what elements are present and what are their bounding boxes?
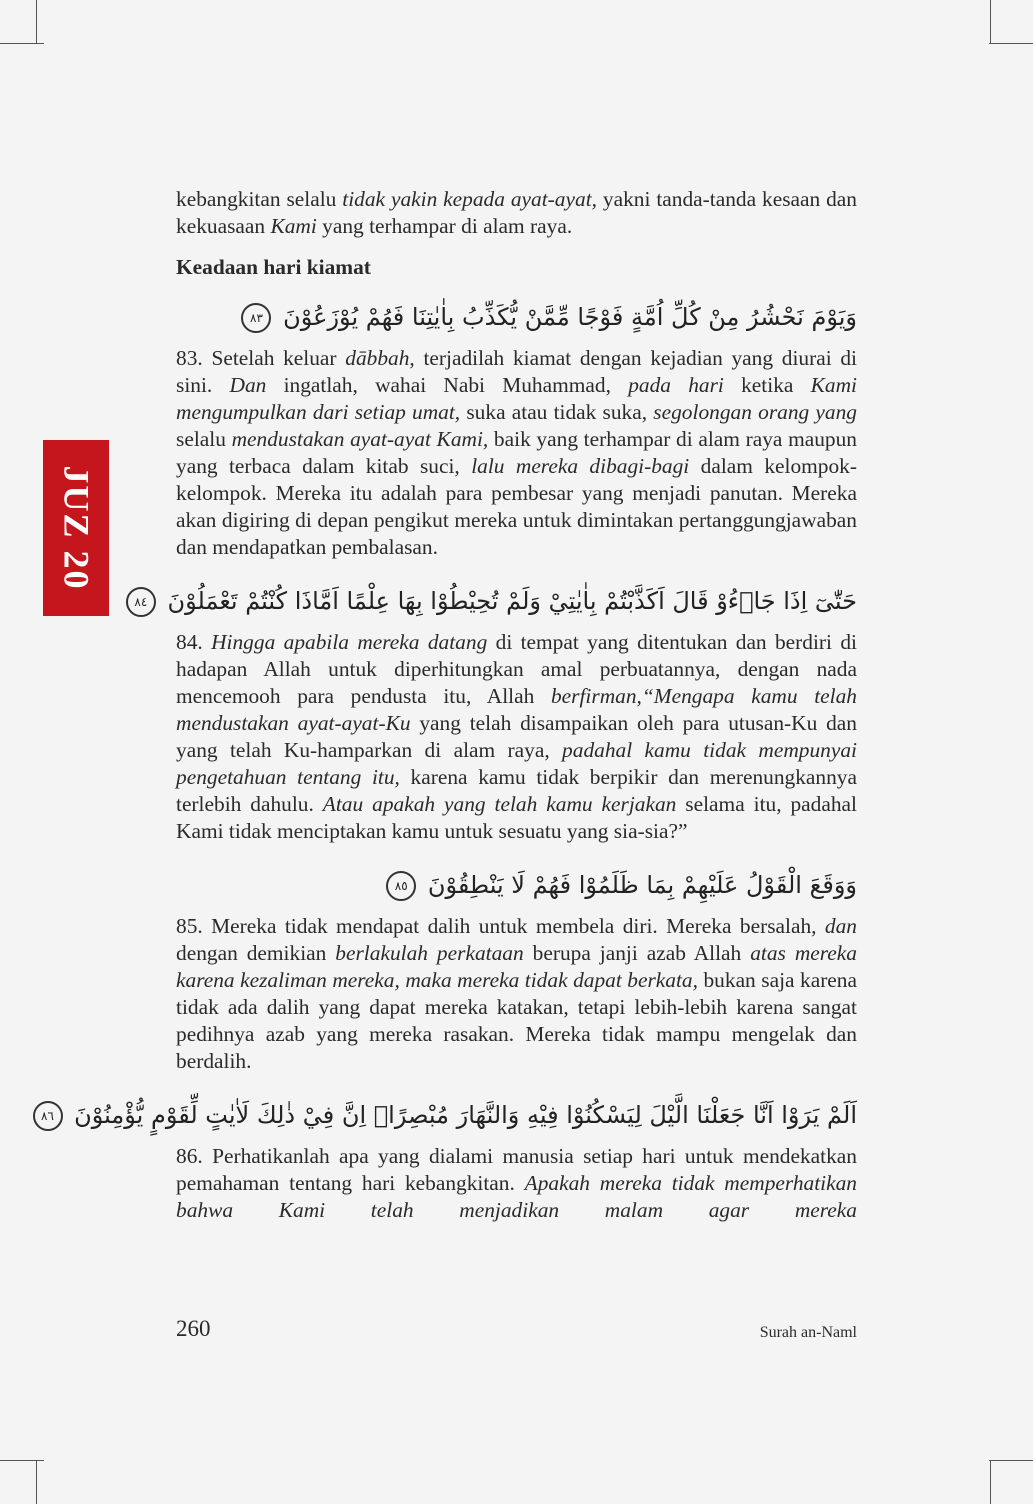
intro-paragraph bbox=[176, 186, 857, 240]
juz-side-tab bbox=[43, 440, 109, 616]
page-footer bbox=[176, 1316, 857, 1350]
crop-mark bbox=[989, 1460, 1033, 1461]
italic-run: Apakah mereka tidak memperhatikan bahwa Kami telah menjadikan malam agar mereka bbox=[176, 1171, 857, 1222]
text-run: selalu bbox=[176, 427, 232, 451]
verse-83-arabic: وَيَوْمَ نَحْشُرُ مِنْ كُلِّ اُمَّةٍ فَوْجًا مِّمَّنْ يُّكَذِّبُ بِاٰيٰتِنَا فَهُمْ يُوْزَعُوْنَ ٨٣ bbox=[176, 297, 857, 341]
page-number: 260 bbox=[176, 1316, 211, 1341]
ayah-number-icon: ٨٦ bbox=[33, 1101, 63, 1131]
italic-run: segolongan orang yang bbox=[653, 400, 857, 424]
verse-86-commentary bbox=[176, 1143, 857, 1224]
section-heading: Keadaan hari kiamat bbox=[176, 255, 371, 279]
italic-run: dan bbox=[824, 914, 857, 938]
verse-86-arabic: اَلَمْ يَرَوْا اَنَّا جَعَلْنَا الَّيْلَ لِيَسْكُنُوْا فِيْهِ وَالنَّهَارَ مُبْصِرًاۗ اِنَّ فِيْ ذٰلِكَ لَاٰيٰتٍ لِّقَوْمٍ يُّؤْمِنُوْنَ ٨٦ bbox=[176, 1095, 857, 1139]
italic-run: berlakulah perkataan bbox=[335, 941, 524, 965]
text-run: yakni tanda-tanda kesaan dan kekuasaan bbox=[176, 187, 857, 238]
verse-85-arabic: وَوَقَعَ الْقَوْلُ عَلَيْهِمْ بِمَا ظَلَمُوْا فَهُمْ لَا يَنْطِقُوْنَ ٨٥ bbox=[176, 865, 857, 909]
running-footer-surah: Surah an-Naml bbox=[759, 1324, 857, 1341]
crop-mark bbox=[36, 0, 37, 44]
juz-label: JUZ 20 bbox=[56, 465, 97, 591]
verse-84-commentary bbox=[176, 629, 857, 845]
ayah-number-icon: ٨٥ bbox=[386, 871, 416, 901]
italic-run: Kami bbox=[270, 214, 317, 238]
crop-mark bbox=[0, 43, 44, 44]
italic-run: lalu mereka dibagi-bagi bbox=[471, 454, 690, 478]
text-run: 85. Mereka tidak mendapat dalih untuk membela diri. Mereka bersalah, bbox=[176, 914, 825, 938]
ayah-number-icon: ٨٣ bbox=[241, 303, 271, 333]
text-run: suka atau tidak suka, bbox=[460, 400, 654, 424]
text-run: kebangkitan selalu bbox=[176, 187, 343, 211]
italic-run: pada hari bbox=[628, 373, 724, 397]
text-run: dalam kelompok-kelompok. Mereka itu adalah para pembesar yang menjadi panutan. Mereka akan digiring di depan pengikut mereka untuk dimintakan pertanggungjawaban dan mendapatkan pembalasan. bbox=[176, 454, 857, 559]
verse-85-commentary bbox=[176, 913, 857, 1075]
crop-mark bbox=[990, 1460, 991, 1504]
crop-mark bbox=[990, 0, 991, 44]
italic-run: padahal kamu tidak mempunyai pengetahuan tentang itu, bbox=[176, 738, 857, 789]
ayah-number-icon: ٨٤ bbox=[126, 587, 156, 617]
italic-run: tidak yakin kepada ayat-ayat, bbox=[342, 187, 597, 211]
italic-run: mendustakan ayat-ayat Kami, bbox=[231, 427, 489, 451]
text-run: yang terhampar di alam raya. bbox=[316, 214, 573, 238]
italic-run: dābbah bbox=[345, 346, 410, 370]
text-run: yang telah disampaikan oleh para utusan-Ku dan yang telah Ku-hamparkan di alam raya, bbox=[176, 711, 857, 762]
text-run: ketika bbox=[723, 373, 811, 397]
text-run: 86. Perhatikanlah apa yang dialami manusia setiap hari untuk mendekatkan pemahaman tentang hari kebangkitan. bbox=[176, 1144, 857, 1195]
text-run: ingatlah, wahai Nabi Muhammad, bbox=[266, 373, 629, 397]
italic-run: Kami mengumpulkan dari setiap umat, bbox=[176, 373, 857, 424]
italic-run: atas mereka karena kezaliman mereka, maka mereka tidak dapat berkata, bbox=[176, 941, 857, 992]
crop-mark bbox=[989, 43, 1033, 44]
text-run: 83. Setelah keluar bbox=[176, 346, 346, 370]
text-run: , terjadilah kiamat dengan kejadian yang diurai di sini. bbox=[176, 346, 857, 397]
text-run: berupa janji azab Allah bbox=[523, 941, 751, 965]
text-run: selama itu, padahal Kami tidak menciptakan kamu untuk sesuatu yang sia-sia?” bbox=[176, 792, 857, 843]
text-run: karena kamu tidak berpikir dan merenungkannya terlebih dahulu. bbox=[176, 765, 857, 816]
text-run: bukan saja karena tidak ada dalih yang dapat mereka katakan, tetapi lebih-lebih karena sangat pedihnya azab yang mereka rasakan. Mereka tidak mampu mengelak dan berdalih. bbox=[176, 968, 857, 1073]
crop-mark bbox=[36, 1460, 37, 1504]
verse-83-commentary bbox=[176, 345, 857, 561]
text-run: baik yang terhampar di alam raya maupun yang terbaca dalam kitab suci, bbox=[176, 427, 857, 478]
text-run: di tempat yang ditentukan dan berdiri di hadapan Allah untuk diperhitungkan amal perbuatannya, dengan nada mencemooh para pendusta itu, Allah bbox=[176, 630, 857, 708]
text-run: dengan demikian bbox=[176, 941, 336, 965]
verse-84-arabic: حَتّٰىٓ اِذَا جَاۤءُوْ قَالَ اَكَذَّبْتُمْ بِاٰيٰتِيْ وَلَمْ تُحِيْطُوْا بِهَا عِلْمًا اَمَّاذَا كُنْتُمْ تَعْمَلُوْنَ ٨٤ bbox=[176, 581, 857, 625]
italic-run: Hingga apabila mereka datang bbox=[211, 630, 488, 654]
text-run: 84. bbox=[176, 630, 212, 654]
italic-run: Atau apakah yang telah kamu kerjakan bbox=[322, 792, 677, 816]
italic-run: Dan bbox=[229, 373, 267, 397]
italic-run: berfirman,“Mengapa kamu telah mendustakan ayat-ayat-Ku bbox=[176, 684, 857, 735]
crop-mark bbox=[0, 1460, 44, 1461]
